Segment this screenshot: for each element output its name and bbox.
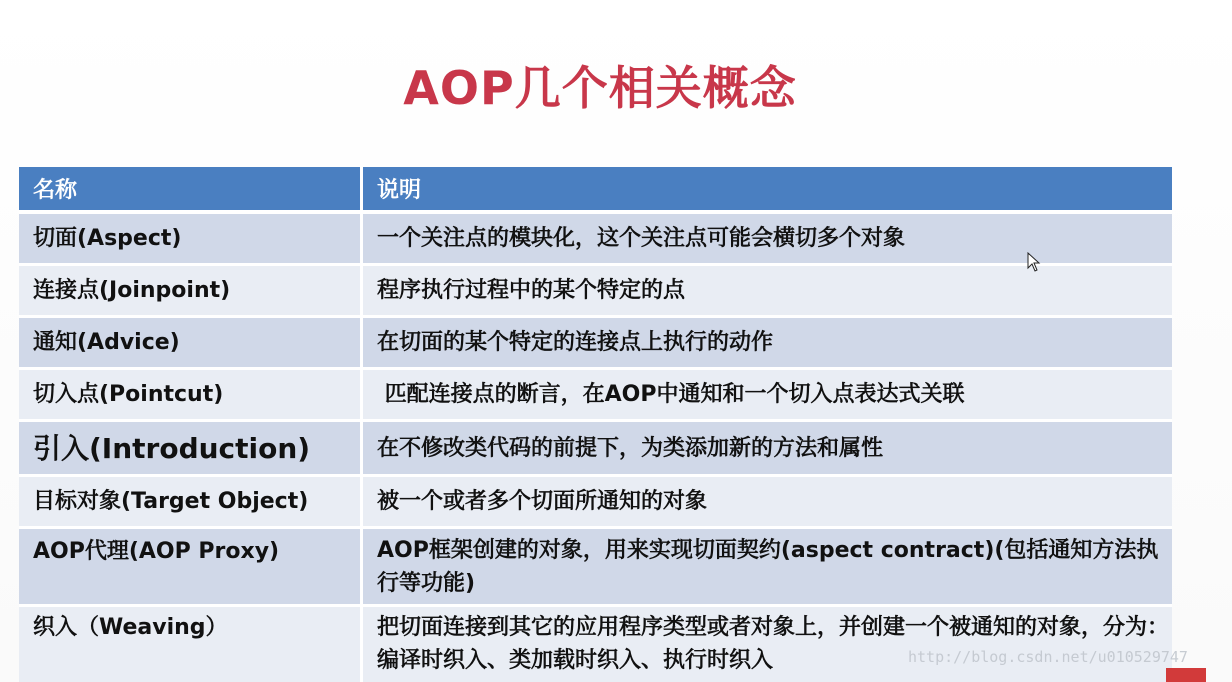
concept-name: 通知(Advice) xyxy=(19,318,363,370)
table-row xyxy=(19,529,1172,607)
concept-description: 在切面的某个特定的连接点上执行的动作 xyxy=(363,318,1172,370)
concept-name: 切入点(Pointcut) xyxy=(19,370,363,422)
concept-name: 切面(Aspect) xyxy=(19,214,363,266)
concept-description: 被一个或者多个切面所通知的对象 xyxy=(363,477,1172,529)
concept-description: 在不修改类代码的前提下，为类添加新的方法和属性 xyxy=(363,422,1172,477)
table-row xyxy=(19,318,1172,370)
watermark: http://blog.csdn.net/u010529747 xyxy=(908,648,1188,666)
header-name: 名称 xyxy=(19,167,363,214)
table-row xyxy=(19,370,1172,422)
mouse-cursor-icon xyxy=(1027,252,1041,272)
concept-name: 织入（Weaving） xyxy=(19,607,363,682)
table-row xyxy=(19,214,1172,266)
concept-name: 目标对象(Target Object) xyxy=(19,477,363,529)
red-logo-mark xyxy=(1166,668,1206,682)
concept-description: 匹配连接点的断言，在AOP中通知和一个切入点表达式关联 xyxy=(363,370,1172,422)
header-description: 说明 xyxy=(363,167,1172,214)
concept-description: 一个关注点的模块化，这个关注点可能会横切多个对象 xyxy=(363,214,1172,266)
concept-name: 引入(Introduction) xyxy=(19,422,363,477)
table-row xyxy=(19,477,1172,529)
table-row xyxy=(19,422,1172,477)
table-row xyxy=(19,607,1172,682)
table-row xyxy=(19,266,1172,318)
table-header-row xyxy=(19,167,1172,214)
concepts-table xyxy=(19,167,1172,682)
concept-description: 程序执行过程中的某个特定的点 xyxy=(363,266,1172,318)
concept-name: AOP代理(AOP Proxy) xyxy=(19,529,363,607)
concept-description: 把切面连接到其它的应用程序类型或者对象上，并创建一个被通知的对象，分为：编译时织入、类加载时织入、执行时织入 xyxy=(363,607,1172,682)
concept-name: 连接点(Joinpoint) xyxy=(19,266,363,318)
concept-description: AOP框架创建的对象，用来实现切面契约(aspect contract)(包括通知方法执行等功能) xyxy=(363,529,1172,607)
slide-title: AOP几个相关概念 xyxy=(403,61,797,115)
